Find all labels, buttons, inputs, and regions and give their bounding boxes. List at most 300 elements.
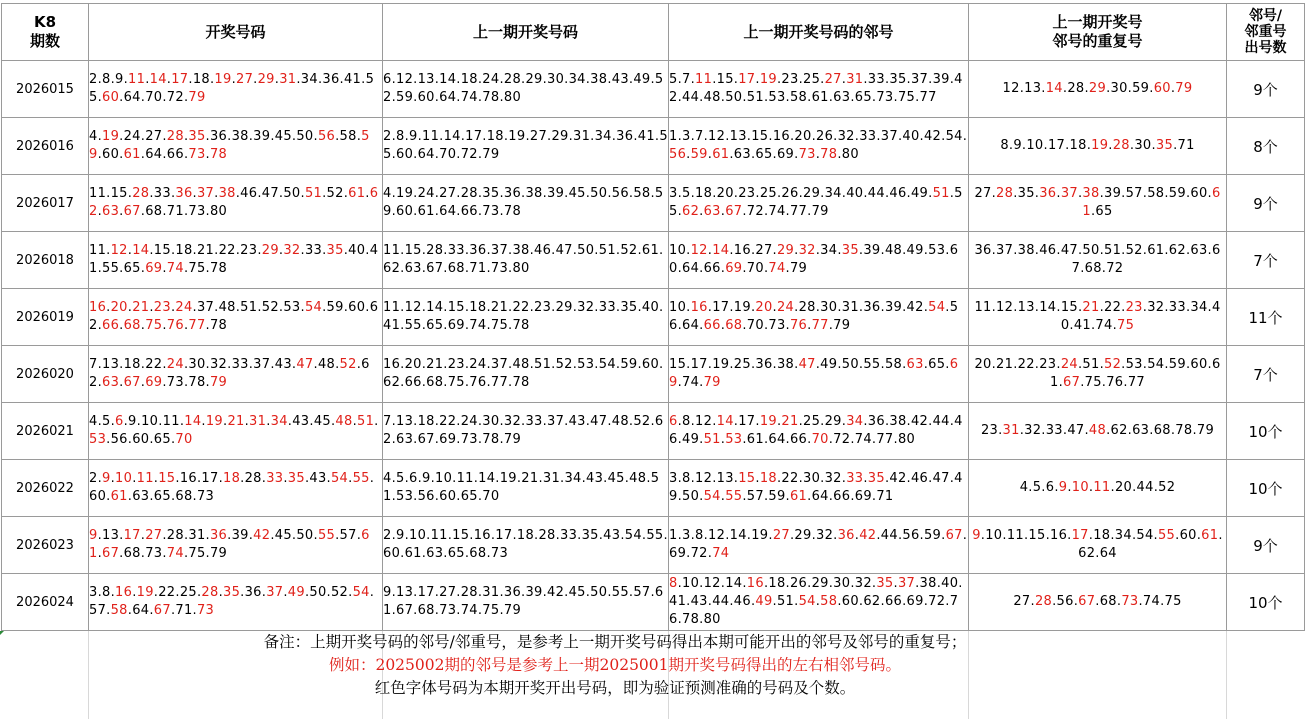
draw-number: 15 — [158, 471, 176, 486]
draw-number: 54 — [330, 471, 349, 486]
repeat-number: 17 — [1047, 138, 1066, 153]
repeat-number: 61 — [1201, 528, 1219, 543]
repeat-number: 67 — [1071, 243, 1221, 276]
neighbor-number: 44 — [932, 414, 950, 429]
draw-number: 11 — [136, 471, 154, 486]
neighbor-number: 16 — [690, 300, 708, 315]
draw-number: 64 — [145, 147, 163, 162]
neighbor-number: 72 — [833, 432, 851, 447]
draw-number: 74 — [166, 261, 184, 276]
neighbor-number: 37 — [910, 72, 929, 87]
table-row — [2, 517, 1305, 574]
period-cell: 2026018 — [2, 232, 89, 289]
repeat-number: 22 — [1017, 357, 1035, 372]
table-row — [2, 61, 1305, 118]
repeat-number: 21 — [1082, 300, 1100, 315]
draw-number: 51 — [304, 186, 323, 201]
repeat-number: 30 — [1134, 138, 1152, 153]
repeat-number: 21 — [996, 357, 1014, 372]
draw-number: 42 — [253, 528, 271, 543]
repeat-cell: 20.21.22.23.24.51.52.53.54.59.60.61.67.75.76.77 — [969, 346, 1227, 403]
draw-number: 41 — [89, 243, 379, 276]
draw-number: 48 — [218, 300, 236, 315]
draw-number: 62 — [89, 357, 370, 390]
draw-number: 37 — [266, 585, 284, 600]
neighbor-number: 74 — [854, 432, 872, 447]
draw-number: 17 — [201, 471, 219, 486]
neighbor-number: 17 — [738, 72, 756, 87]
draw-number: 32 — [283, 243, 301, 258]
draw-number: 71 — [166, 204, 184, 219]
draw-number: 52 — [339, 357, 357, 372]
draw-number: 13 — [102, 528, 120, 543]
draw-number: 76 — [166, 318, 184, 333]
draw-number: 19 — [214, 72, 232, 87]
neighbor-number: 26 — [781, 186, 799, 201]
neighbor-number: 67 — [725, 204, 743, 219]
draw-number: 71 — [175, 603, 193, 618]
draw-number: 58 — [339, 129, 357, 144]
neighbor-number: 44 — [880, 528, 898, 543]
period-cell: 2026021 — [2, 403, 89, 460]
repeat-number: 51 — [1082, 357, 1100, 372]
repeat-number: 44 — [1136, 480, 1154, 495]
neighbor-number: 19 — [751, 528, 769, 543]
header-row — [2, 4, 1305, 61]
draw-number: 36 — [322, 72, 340, 87]
table-row — [2, 118, 1305, 175]
repeat-number: 68 — [1099, 594, 1117, 609]
repeat-number: 75 — [1084, 375, 1102, 390]
draw-number: 65 — [153, 489, 171, 504]
repeat-number: 75 — [1117, 318, 1135, 333]
draw-number: 55 — [352, 471, 370, 486]
period-cell: 2026019 — [2, 289, 89, 346]
draw-number: 61 — [110, 489, 128, 504]
draw-number: 51 — [357, 414, 375, 429]
count-cell: 9个 — [1227, 517, 1305, 574]
neighbor-number: 46 — [733, 594, 751, 609]
neighbor-number: 49 — [906, 243, 924, 258]
neighbor-number: 38 — [889, 414, 907, 429]
neighbor-number: 79 — [833, 318, 851, 333]
draw-number: 18 — [175, 243, 193, 258]
neighbor-number: 12 — [695, 471, 713, 486]
neighbor-number: 33 — [867, 72, 885, 87]
repeat-cell: 27.28.35.36.37.38.39.57.58.59.60.61.65 — [969, 175, 1227, 232]
draw-number: 72 — [166, 90, 184, 105]
draw-number: 47 — [296, 357, 314, 372]
repeat-number: 74 — [1142, 594, 1161, 609]
draw-number: 52 — [326, 186, 344, 201]
neighbor-number: 14 — [712, 243, 730, 258]
repeat-number: 20 — [1114, 480, 1133, 495]
draw-number: 39 — [231, 528, 249, 543]
neighbor-number: 5 — [669, 72, 678, 87]
draw-number: 73 — [166, 375, 184, 390]
draw-number: 7 — [89, 357, 98, 372]
draw-number: 28 — [166, 129, 184, 144]
draw-number: 29 — [261, 243, 279, 258]
repeat-number: 65 — [1095, 204, 1113, 219]
neighbor-number: 32 — [798, 243, 816, 258]
neighbor-number: 33 — [859, 129, 877, 144]
repeat-cell: 4.5.6.9.10.11.20.44.52 — [969, 460, 1227, 517]
neighbor-number: 19 — [759, 414, 777, 429]
neighbor-number: 1 — [669, 129, 678, 144]
repeat-number: 23 — [1039, 357, 1057, 372]
draw-number: 20 — [110, 300, 128, 315]
neighbor-number: 55 — [669, 186, 963, 219]
repeat-number: 60 — [1190, 357, 1208, 372]
neighbor-number: 54 — [945, 129, 963, 144]
neighbor-number: 35 — [841, 243, 859, 258]
draw-number: 24 — [166, 357, 184, 372]
repeat-number: 53 — [1125, 357, 1143, 372]
repeat-cell: 23.31.32.33.47.48.62.63.68.78.79 — [969, 403, 1227, 460]
draw-number: 58 — [110, 603, 128, 618]
neighbor-number: 17 — [690, 357, 708, 372]
draw-number: 21 — [196, 243, 215, 258]
neighbor-number: 59 — [690, 147, 708, 162]
repeat-cell: 11.12.13.14.15.21.22.23.32.33.34.40.41.74.75 — [969, 289, 1227, 346]
neighbor-number: 8 — [682, 414, 691, 429]
draw-number: 73 — [196, 603, 215, 618]
draw-numbers-cell: 11.15.28.33.36.37.38.46.47.50.51.52.61.62.63.67.68.71.73.80 — [89, 175, 383, 232]
neighbor-number: 55 — [725, 489, 743, 504]
neighbor-number: 29 — [794, 528, 812, 543]
neighbor-number: 69 — [669, 546, 687, 561]
neighbor-number: 79 — [703, 375, 721, 390]
neighbors-cell: 10.12.14.16.27.29.32.34.35.39.48.49.53.60.64.66.69.70.74.79 — [669, 232, 969, 289]
draw-number: 23 — [240, 243, 258, 258]
notes-block — [0, 631, 1230, 700]
repeat-number: 55 — [1157, 528, 1176, 543]
neighbor-number: 35 — [876, 576, 894, 591]
repeat-number: 28 — [996, 186, 1014, 201]
draw-numbers-cell: 16.20.21.23.24.37.48.51.52.53.54.59.60.62.66.68.75.76.77.78 — [89, 289, 383, 346]
neighbor-number: 12 — [708, 528, 726, 543]
draw-number: 56 — [110, 432, 128, 447]
prev-draw-cell: 7.13.18.22.24.30.32.33.37.43.47.48.52.62.63.67.69.73.78.79 — [383, 403, 669, 460]
neighbor-number: 14 — [729, 528, 747, 543]
draw-number: 10 — [115, 471, 133, 486]
draw-number: 73 — [188, 204, 206, 219]
draw-number: 12 — [110, 243, 128, 258]
table-row — [2, 574, 1305, 631]
repeat-number: 68 — [1153, 423, 1171, 438]
neighbor-number: 42 — [859, 528, 877, 543]
neighbor-number: 35 — [889, 72, 907, 87]
neighbor-number: 28 — [798, 300, 816, 315]
neighbor-number: 44 — [712, 594, 730, 609]
draw-number: 66 — [166, 147, 184, 162]
repeat-number: 5 — [1032, 480, 1042, 495]
repeat-number: 56 — [1056, 594, 1074, 609]
draw-number: 54 — [304, 300, 323, 315]
neighbor-number: 12 — [708, 129, 726, 144]
repeat-number: 59 — [1168, 357, 1186, 372]
repeat-number: 38 — [1017, 243, 1035, 258]
neighbor-number: 51 — [746, 90, 764, 105]
neighbor-number: 42 — [889, 471, 907, 486]
repeat-number: 75 — [1164, 594, 1182, 609]
repeat-number: 16 — [1050, 528, 1068, 543]
neighbor-number: 74 — [768, 204, 786, 219]
draw-number: 9 — [115, 72, 124, 87]
period-cell: 2026017 — [2, 175, 89, 232]
neighbor-number: 3 — [682, 528, 691, 543]
repeat-number: 37 — [1060, 186, 1078, 201]
neighbors-cell: 3.8.12.13.15.18.22.30.32.33.35.42.46.47.49.50.54.55.57.59.61.64.66.69.71 — [669, 460, 969, 517]
draw-number: 36 — [209, 129, 228, 144]
neighbor-number: 13 — [729, 129, 747, 144]
draw-number: 37 — [196, 186, 215, 201]
draw-number: 61 — [89, 528, 370, 561]
period-cell: 2026024 — [2, 574, 89, 631]
draw-number: 2 — [89, 471, 98, 486]
count-cell: 11个 — [1227, 289, 1305, 346]
draw-numbers-cell: 2.8.9.11.14.17.18.19.27.29.31.34.36.41.55.60.64.70.72.79 — [89, 61, 383, 118]
repeat-number: 74 — [1095, 318, 1113, 333]
repeat-number: 57 — [1125, 186, 1143, 201]
draw-number: 50 — [309, 585, 327, 600]
repeat-number: 32 — [1024, 423, 1042, 438]
header-draw: 开奖号码 — [89, 4, 383, 61]
draw-number: 73 — [145, 546, 163, 561]
neighbor-number: 71 — [876, 489, 894, 504]
repeat-number: 63 — [1132, 423, 1150, 438]
neighbor-number: 31 — [846, 72, 864, 87]
neighbor-number: 34 — [846, 414, 864, 429]
neighbor-number: 38 — [919, 576, 937, 591]
prev-draw-cell: 11.12.14.15.18.21.22.23.29.32.33.35.40.41.55.65.69.74.75.78 — [383, 289, 669, 346]
repeat-number: 54 — [1147, 357, 1165, 372]
neighbor-number: 46 — [669, 414, 963, 447]
neighbor-number: 22 — [781, 471, 799, 486]
repeat-number: 77 — [1127, 375, 1145, 390]
neighbor-number: 12 — [695, 414, 713, 429]
repeat-number: 19 — [1091, 138, 1109, 153]
neighbor-number: 10 — [669, 243, 687, 258]
draw-number: 37 — [196, 300, 215, 315]
draw-number: 60 — [102, 147, 120, 162]
neighbor-number: 58 — [820, 594, 838, 609]
draw-number: 62 — [89, 186, 379, 219]
repeat-number: 8 — [1000, 138, 1009, 153]
repeat-number: 67 — [1078, 594, 1096, 609]
neighbor-number: 79 — [811, 204, 829, 219]
draw-number: 77 — [188, 318, 206, 333]
draw-number: 61 — [123, 147, 141, 162]
draw-number: 64 — [132, 603, 150, 618]
draw-number: 60 — [348, 300, 366, 315]
neighbor-number: 63 — [733, 147, 751, 162]
repeat-number: 61 — [1082, 186, 1221, 219]
draw-number: 22 — [158, 585, 176, 600]
neighbor-number: 57 — [746, 489, 764, 504]
repeat-number: 47 — [1067, 423, 1085, 438]
neighbors-cell: 10.16.17.19.20.24.28.30.31.36.39.42.54.56.64.66.68.70.73.76.77.79 — [669, 289, 969, 346]
neighbor-number: 40 — [941, 576, 959, 591]
neighbor-number: 53 — [768, 90, 786, 105]
draw-number: 75 — [188, 546, 206, 561]
draw-number: 10 — [141, 414, 159, 429]
neighbor-number: 16 — [746, 576, 764, 591]
neighbor-number: 61 — [811, 90, 829, 105]
draw-number: 23 — [153, 300, 171, 315]
repeat-number: 28 — [1067, 81, 1085, 96]
neighbor-number: 47 — [798, 357, 816, 372]
draw-number: 36 — [244, 585, 262, 600]
draw-number: 68 — [123, 318, 141, 333]
neighbor-number: 3 — [682, 129, 691, 144]
repeat-number: 79 — [1196, 423, 1215, 438]
neighbor-number: 32 — [837, 129, 855, 144]
draw-number: 75 — [188, 261, 206, 276]
repeat-number: 38 — [1082, 186, 1100, 201]
draw-number: 52 — [330, 585, 349, 600]
draw-number: 34 — [270, 414, 288, 429]
repeat-number: 32 — [1147, 300, 1165, 315]
neighbor-number: 13 — [716, 471, 734, 486]
draw-number: 80 — [209, 204, 228, 219]
neighbor-number: 55 — [863, 357, 881, 372]
draw-number: 31 — [249, 414, 267, 429]
draw-number: 35 — [188, 129, 206, 144]
repeat-number: 23 — [1125, 300, 1143, 315]
neighbor-number: 48 — [884, 243, 903, 258]
repeat-number: 36 — [1039, 186, 1057, 201]
draw-number: 33 — [266, 471, 284, 486]
neighbor-number: 44 — [682, 90, 700, 105]
draw-number: 64 — [123, 90, 141, 105]
neighbors-cell: 3.5.18.20.23.25.26.29.34.40.44.46.49.51.55.62.63.67.72.74.77.79 — [669, 175, 969, 232]
draw-number: 22 — [218, 243, 236, 258]
draw-number: 59 — [326, 300, 344, 315]
draw-number: 4 — [89, 129, 98, 144]
repeat-number: 33 — [1045, 423, 1063, 438]
repeat-number: 34 — [1190, 300, 1208, 315]
repeat-number: 11 — [1093, 480, 1111, 495]
neighbor-number: 7 — [695, 129, 704, 144]
repeat-number: 40 — [1060, 300, 1221, 333]
neighbor-number: 10 — [682, 576, 700, 591]
repeat-number: 20 — [974, 357, 992, 372]
draw-number: 60 — [102, 90, 120, 105]
repeat-number: 18 — [1069, 138, 1087, 153]
draw-number: 38 — [218, 186, 236, 201]
neighbor-number: 30 — [803, 471, 821, 486]
neighbor-number: 1 — [669, 528, 678, 543]
draw-number: 32 — [209, 357, 228, 372]
draw-numbers-cell: 4.19.24.27.28.35.36.38.39.45.50.56.58.59.60.61.64.66.73.78 — [89, 118, 383, 175]
neighbor-number: 42 — [910, 414, 929, 429]
draw-numbers-cell: 2.9.10.11.15.16.17.18.28.33.35.43.54.55.60.61.63.65.68.73 — [89, 460, 383, 517]
draw-number: 11 — [162, 414, 180, 429]
repeat-cell: 9.10.11.15.16.17.18.34.54.55.60.61.62.64 — [969, 517, 1227, 574]
repeat-number: 14 — [1045, 81, 1063, 96]
repeat-number: 61 — [1050, 357, 1221, 390]
neighbor-number: 54 — [798, 594, 816, 609]
draw-number: 9 — [102, 471, 111, 486]
neighbor-number: 50 — [725, 90, 743, 105]
neighbor-number: 12 — [703, 576, 721, 591]
draw-number: 63 — [102, 375, 120, 390]
repeat-number: 10 — [1071, 480, 1089, 495]
repeat-number: 60 — [1190, 186, 1208, 201]
repeat-number: 30 — [1110, 81, 1128, 96]
neighbor-number: 77 — [919, 90, 937, 105]
table-body — [2, 61, 1305, 631]
draw-number: 43 — [309, 471, 327, 486]
draw-number: 28 — [166, 528, 184, 543]
draw-number: 41 — [343, 72, 362, 87]
repeat-number: 71 — [1177, 138, 1195, 153]
draw-number: 78 — [209, 318, 228, 333]
neighbor-number: 34 — [820, 243, 838, 258]
draw-number: 17 — [171, 72, 189, 87]
draw-number: 33 — [231, 357, 249, 372]
neighbor-number: 58 — [884, 357, 903, 372]
repeat-number: 78 — [1175, 423, 1193, 438]
draw-number: 60 — [89, 489, 107, 504]
neighbor-number: 63 — [703, 204, 721, 219]
repeat-number: 59 — [1168, 186, 1186, 201]
header-repeat: 上一期开奖号 邻号的重复号 — [969, 4, 1227, 61]
prev-draw-cell: 2.8.9.11.14.17.18.19.27.29.31.34.36.41.55.60.64.70.72.79 — [383, 118, 669, 175]
draw-number: 49 — [287, 585, 305, 600]
draw-number: 24 — [123, 129, 141, 144]
neighbor-number: 19 — [733, 300, 751, 315]
prev-draw-cell: 2.9.10.11.15.16.17.18.28.33.35.43.54.55.60.61.63.65.68.73 — [383, 517, 669, 574]
neighbor-number: 69 — [906, 594, 924, 609]
repeat-number: 11 — [974, 300, 992, 315]
neighbor-number: 64 — [682, 318, 700, 333]
repeat-number: 58 — [1147, 186, 1165, 201]
draw-number: 78 — [209, 147, 228, 162]
neighbor-number: 56 — [669, 147, 687, 162]
neighbor-number: 24 — [776, 300, 795, 315]
neighbor-number: 37 — [897, 576, 916, 591]
draw-number: 63 — [102, 204, 120, 219]
neighbor-number: 62 — [863, 594, 881, 609]
table-row — [2, 460, 1305, 517]
neighbor-number: 59 — [923, 528, 942, 543]
draw-number: 57 — [89, 603, 107, 618]
repeat-number: 79 — [1175, 81, 1193, 96]
neighbor-number: 72 — [690, 546, 708, 561]
draw-number: 11 — [89, 243, 107, 258]
repeat-number: 52 — [1104, 357, 1122, 372]
neighbor-number: 67 — [945, 528, 963, 543]
repeat-number: 60 — [1179, 528, 1197, 543]
neighbor-number: 25 — [803, 414, 821, 429]
repeat-number: 24 — [1060, 357, 1078, 372]
neighbor-number: 50 — [682, 489, 700, 504]
neighbor-number: 74 — [682, 375, 700, 390]
draw-number: 28 — [244, 471, 262, 486]
neighbor-number: 70 — [811, 432, 829, 447]
draw-number: 25 — [179, 585, 197, 600]
draw-number: 56 — [317, 129, 336, 144]
repeat-number: 52 — [1158, 480, 1176, 495]
draw-number: 21 — [227, 414, 245, 429]
neighbor-number: 53 — [928, 243, 946, 258]
repeat-cell: 12.13.14.28.29.30.59.60.79 — [969, 61, 1227, 118]
neighbor-number: 76 — [669, 594, 959, 627]
draw-number: 43 — [274, 357, 292, 372]
